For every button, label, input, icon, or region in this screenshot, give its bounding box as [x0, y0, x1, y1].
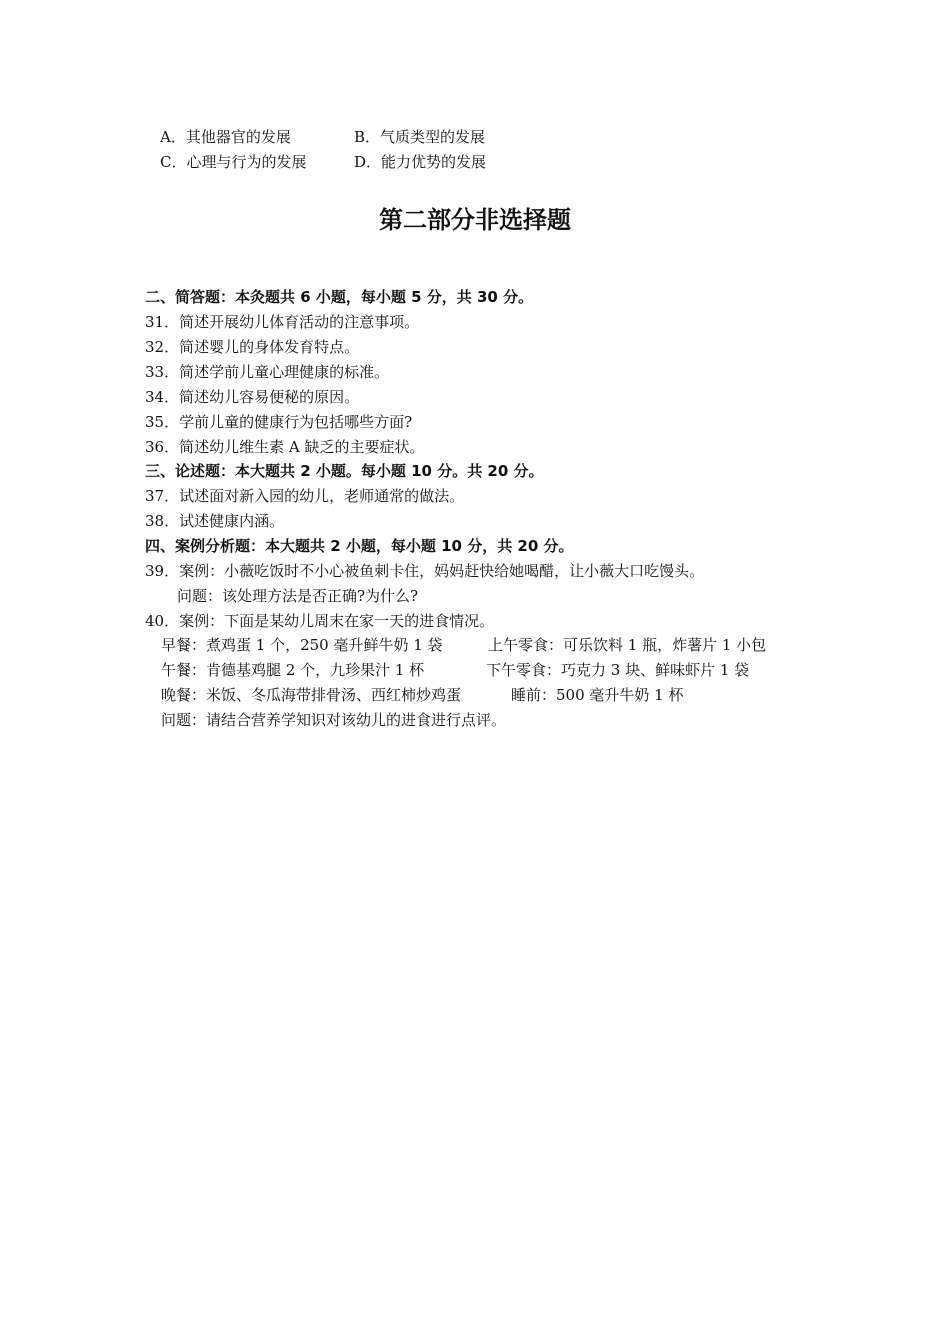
bedtime: 睡前：500 毫升牛奶 1 杯 [511, 686, 684, 704]
option-c: C．心理与行为的发展 [160, 153, 307, 171]
question-38: 38．试述健康内涵。 [145, 512, 285, 530]
question-39-case: 39．案例：小薇吃饭时不小心被鱼刺卡住，妈妈赶快给她喝醋，让小薇大口吃馒头。 [145, 562, 705, 580]
question-40-case: 40．案例：下面是某幼儿周末在家一天的进食情况。 [145, 612, 495, 630]
question-31: 31．简述开展幼儿体育活动的注意事项。 [145, 313, 420, 331]
dinner: 晚餐：米饭、冬瓜海带排骨汤、西红柿炒鸡蛋 [161, 686, 462, 704]
question-32: 32．简述婴儿的身体发育特点。 [145, 338, 360, 356]
question-37: 37．试述面对新入园的幼儿，老师通常的做法。 [145, 487, 465, 505]
lunch: 午餐：肯德基鸡腿 2 个，九珍果汁 1 杯 [161, 661, 425, 679]
section2-heading: 二、简答题：本灸题共 6 小题，每小题 5 分，共 30 分。 [145, 288, 534, 306]
afternoon-snack: 下午零食：巧克力 3 块、鲜味虾片 1 袋 [486, 661, 750, 679]
question-36: 36．简述幼儿维生素 A 缺乏的主要症状。 [145, 438, 425, 456]
question-34: 34．简述幼儿容易便秘的原因。 [145, 388, 360, 406]
part-title: 第二部分非选择题 [379, 206, 571, 234]
option-b: B．气质类型的发展 [354, 128, 486, 146]
option-d: D．能力优势的发展 [354, 153, 487, 171]
section3-heading: 三、论述题：本大题共 2 小题。每小题 10 分。共 20 分。 [145, 462, 544, 480]
question-40-question: 问题：请结合营养学知识对该幼儿的进食进行点评。 [161, 711, 507, 729]
morning-snack: 上午零食：可乐饮料 1 瓶，炸薯片 1 小包 [488, 636, 767, 654]
question-35: 35．学前儿童的健康行为包括哪些方面? [145, 413, 413, 431]
question-33: 33．简述学前儿童心理健康的标准。 [145, 363, 390, 381]
breakfast: 早餐：煮鸡蛋 1 个，250 毫升鲜牛奶 1 袋 [161, 636, 443, 654]
option-a: A．其他器官的发展 [160, 128, 291, 146]
question-39-question: 问题：该处理方法是否正确?为什么? [177, 587, 419, 605]
section4-heading: 四、案例分析题：本大题共 2 小题，每小题 10 分，共 20 分。 [145, 537, 574, 555]
